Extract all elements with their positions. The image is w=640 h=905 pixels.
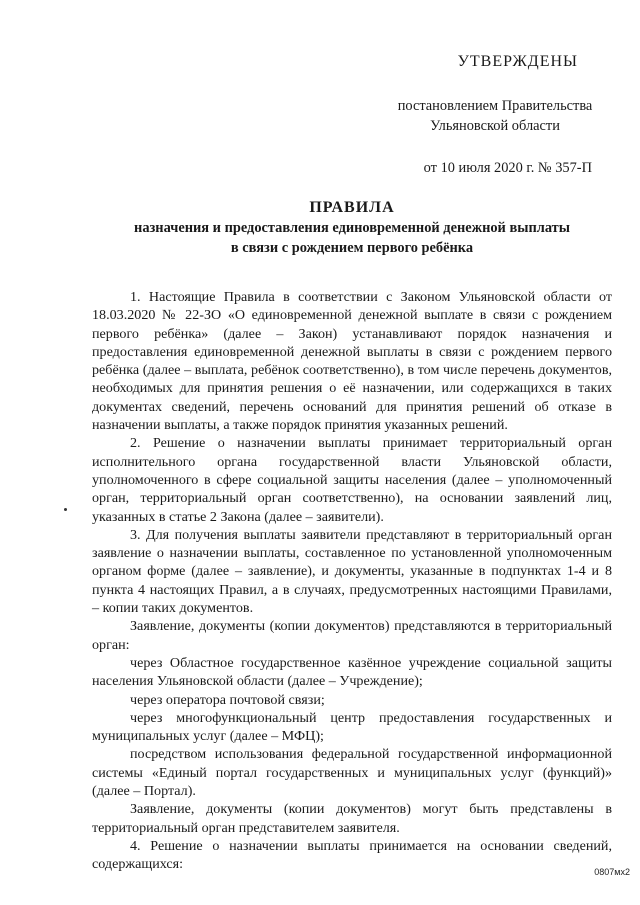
- document-title: ПРАВИЛА: [309, 199, 395, 216]
- scan-speck: [64, 508, 67, 511]
- channel-institution: через Областное государственное казённое учреждение социальной защиты населения Ульяновской области (далее – Учреждение);: [92, 654, 612, 690]
- paragraph-4: 4. Решение о назначении выплаты принимается на основании сведений, содержащихся:: [92, 837, 612, 873]
- document-body: [92, 288, 612, 874]
- paragraph-1: 1. Настоящие Правила в соответствии с Законом Ульяновской области от 18.03.2020 № 22-ЗО «О единовременной денежной выплате в связи с рождением первого ребёнка» (далее – Закон) устанавливают порядок назначения и предоставления единовременной денежной выплаты в связи с рождением первого ребёнка (далее – выплата, ребёнок соответственно), в том числе перечень документов, необходимых для принятия решения о её назначении, или содержащихся в таких документах сведений, перечень оснований для принятия решений об отказе в назначении выплаты, а также порядок принятия указанных решений.: [92, 289, 612, 434]
- channel-post: через оператора почтовой связи;: [130, 691, 325, 708]
- document-subtitle-line-2: в связи с рождением первого ребёнка: [230, 240, 474, 256]
- paragraph-2: 2. Решение о назначении выплаты принимает территориальный орган исполнительного органа государственной власти Ульяновской области, уполномоченного в сфере социальной защиты населения (далее – уполномоченный орган, территориальный орган соответственно), на основании заявлений лиц, указанных в статье 2 Закона (далее – заявители).: [92, 435, 612, 525]
- document-heading: [92, 198, 612, 258]
- document-subtitle-line-1: назначения и предоставления единовременной денежной выплаты: [134, 220, 570, 236]
- channel-mfc: через многофункциональный центр предоставления государственных и муниципальных услуг (далее – МФЦ);: [92, 709, 612, 745]
- paragraph-3: 3. Для получения выплаты заявители представляют в территориальный орган заявление о назначении выплаты, составленное по установленной уполномоченным органом форме (далее – заявление), и документы, указанные в подпунктах 1-4 и 8 пункта 4 настоящих Правил, а в случаях, предусмотренных настоящими Правилами, – копии таких документов.: [92, 526, 612, 617]
- channel-portal: посредством использования федеральной государственной информационной системы «Единый портал государственных и муниципальных услуг (функций)» (далее – Портал).: [92, 746, 612, 800]
- approval-block: [360, 52, 600, 178]
- approval-date: от 10 июля 2020 г. № 357-П: [423, 160, 592, 176]
- paragraph-representative: Заявление, документы (копии документов) могут быть представлены в территориальный орган представителем заявителя.: [92, 801, 612, 836]
- paragraph-submission-channels: Заявление, документы (копии документов) представляются в территориальный орган:: [92, 618, 612, 653]
- footer-code: 0807мх2: [594, 867, 630, 877]
- approval-authority-line-1: постановлением Правительства: [397, 98, 593, 114]
- approval-stamp-title: УТВЕРЖДЕНЫ: [457, 53, 578, 70]
- approval-authority-line-2: Ульяновской области: [430, 118, 560, 134]
